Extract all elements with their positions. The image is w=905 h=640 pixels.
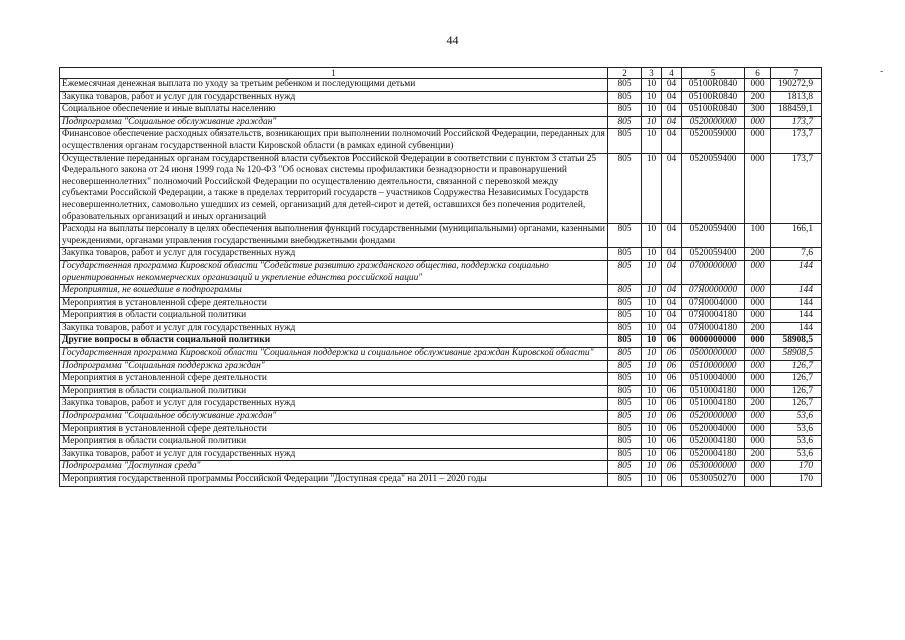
table-row [60,297,822,310]
cell-ved: 805 [608,91,642,104]
cell-cs: 0520059400 [682,224,745,248]
table-row [60,153,822,224]
cell-cs: 0510004000 [682,373,745,386]
cell-ved: 805 [608,79,642,92]
page-number: 44 [446,33,459,47]
cell-cs: 0520004180 [682,448,745,461]
cell-sum: 144 [771,285,822,298]
cell-sum: 144 [771,310,822,323]
cell-name: Мероприятия в установленной сфере деятельности [60,423,608,436]
cell-rz: 10 [642,436,662,449]
cell-sum: 53,6 [771,448,822,461]
cell-cs: 0520004180 [682,436,745,449]
cell-name: Ежемесячная денежная выплата по уходу за третьим ребенком и последующими детьми [60,79,608,92]
cell-pr: 04 [662,224,682,248]
header-cell-ved: 2 [608,68,642,79]
cell-cs: 0520059000 [682,129,745,153]
cell-vr: 000 [745,153,771,224]
cell-sum: 58908,5 [771,335,822,348]
cell-vr: 300 [745,104,771,117]
cell-vr: 000 [745,285,771,298]
cell-name: Закупка товаров, работ и услуг для государственных нужд [60,398,608,411]
cell-ved: 805 [608,260,642,284]
cell-vr: 000 [745,373,771,386]
cell-vr: 000 [745,129,771,153]
table-row [60,448,822,461]
cell-rz: 10 [642,260,662,284]
cell-pr: 04 [662,322,682,335]
cell-rz: 10 [642,322,662,335]
cell-vr: 000 [745,260,771,284]
cell-rz: 10 [642,461,662,474]
cell-rz: 10 [642,79,662,92]
cell-rz: 10 [642,348,662,361]
cell-name: Другие вопросы в области социальной политики [60,335,608,348]
cell-rz: 10 [642,248,662,261]
cell-rz: 10 [642,91,662,104]
cell-ved: 805 [608,285,642,298]
cell-name: Финансовое обеспечение расходных обязательств, возникающих при выполнении полномочий Российской Федерации, переданных для осуществления органам государственной власти Кировской области (в рамках единой субвенции) [60,129,608,153]
cell-pr: 06 [662,360,682,373]
cell-cs: 05100R0840 [682,91,745,104]
cell-vr: 000 [745,335,771,348]
cell-ved: 805 [608,224,642,248]
cell-rz: 10 [642,310,662,323]
cell-name: Закупка товаров, работ и услуг для государственных нужд [60,448,608,461]
cell-rz: 10 [642,153,662,224]
cell-ved: 805 [608,461,642,474]
cell-pr: 04 [662,310,682,323]
cell-vr: 000 [745,310,771,323]
table-row [60,322,822,335]
cell-rz: 10 [642,297,662,310]
cell-cs: 05100R0840 [682,79,745,92]
cell-ved: 805 [608,360,642,373]
cell-vr: 200 [745,248,771,261]
cell-sum: 166,1 [771,224,822,248]
cell-cs: 0520004000 [682,423,745,436]
cell-ved: 805 [608,448,642,461]
cell-vr: 000 [745,297,771,310]
cell-ved: 805 [608,411,642,424]
cell-pr: 06 [662,474,682,487]
cell-name: Расходы на выплаты персоналу в целях обеспечения выполнения функций государственными (муниципальными) органами, казенными учреждениями, органами управления государственными внебюджетными фондами [60,224,608,248]
table-row [60,423,822,436]
cell-ved: 805 [608,153,642,224]
cell-pr: 06 [662,411,682,424]
cell-vr: 000 [745,348,771,361]
table-row [60,411,822,424]
cell-cs: 0520059400 [682,248,745,261]
cell-rz: 10 [642,411,662,424]
cell-cs: 0520000000 [682,116,745,129]
cell-pr: 06 [662,436,682,449]
cell-name: Подпрограмма "Социальное обслуживание граждан" [60,116,608,129]
cell-name: Осуществление переданных органам государственной власти субъектов Российской Федерации в соответствии с пунктом 3 статьи 25 Федерального закона от 24 июня 1999 года № 120-ФЗ "Об основах системы профилактики безнадзорности и правонарушений несовершеннолетних" полномочий Российской Федерации по осуществлению деятельности, связанной с перевозкой между субъектами Российской Федерации, а также в пределах территорий государств – участников Содружества Независимых Государств несовершеннолетних, самовольно ушедших из семей, организаций для детей-сирот и детей, оставшихся без попечения родителей, образовательных организаций и иных организаций [60,153,608,224]
cell-ved: 805 [608,385,642,398]
cell-cs: 0530000000 [682,461,745,474]
cell-vr: 000 [745,360,771,373]
cell-ved: 805 [608,398,642,411]
cell-cs: 0520059400 [682,153,745,224]
cell-pr: 04 [662,104,682,117]
cell-vr: 200 [745,91,771,104]
cell-cs: 0510004180 [682,385,745,398]
cell-name: Закупка товаров, работ и услуг для государственных нужд [60,322,608,335]
cell-pr: 04 [662,79,682,92]
table-row [60,116,822,129]
cell-ved: 805 [608,373,642,386]
cell-pr: 06 [662,348,682,361]
cell-pr: 04 [662,91,682,104]
cell-sum: 188459,1 [771,104,822,117]
cell-sum: 144 [771,297,822,310]
margin-mark: - [880,66,884,77]
cell-sum: 1813,8 [771,91,822,104]
cell-pr: 04 [662,285,682,298]
cell-sum: 144 [771,322,822,335]
cell-sum: 190272,9 [771,79,822,92]
budget-table [59,67,822,487]
cell-rz: 10 [642,285,662,298]
table-row [60,474,822,487]
cell-pr: 06 [662,373,682,386]
cell-cs: 05100R0840 [682,104,745,117]
cell-ved: 805 [608,129,642,153]
table-row [60,310,822,323]
cell-rz: 10 [642,224,662,248]
cell-sum: 173,7 [771,153,822,224]
cell-vr: 000 [745,116,771,129]
cell-rz: 10 [642,116,662,129]
cell-name: Мероприятия в установленной сфере деятельности [60,373,608,386]
table-row [60,348,822,361]
cell-vr: 000 [745,385,771,398]
cell-sum: 173,7 [771,129,822,153]
table-row [60,285,822,298]
cell-ved: 805 [608,104,642,117]
cell-pr: 04 [662,297,682,310]
cell-ved: 805 [608,310,642,323]
table-header-row [60,68,822,79]
table-row [60,224,822,248]
cell-sum: 58908,5 [771,348,822,361]
cell-cs: 0500000000 [682,348,745,361]
cell-vr: 000 [745,79,771,92]
cell-sum: 144 [771,260,822,284]
cell-cs: 0520000000 [682,411,745,424]
cell-vr: 200 [745,322,771,335]
cell-rz: 10 [642,474,662,487]
cell-sum: 126,7 [771,360,822,373]
cell-rz: 10 [642,129,662,153]
table-row [60,104,822,117]
cell-rz: 10 [642,448,662,461]
table-row [60,360,822,373]
table-row [60,91,822,104]
cell-vr: 000 [745,423,771,436]
cell-cs: 0700000000 [682,260,745,284]
cell-sum: 53,6 [771,423,822,436]
cell-name: Государственная программа Кировской области "Содействие развитию гражданского общества, поддержка социально ориентированных некоммерческих организаций и укрепление единства российской нации" [60,260,608,284]
cell-sum: 126,7 [771,385,822,398]
cell-rz: 10 [642,373,662,386]
cell-name: Подпрограмма "Доступная среда" [60,461,608,474]
cell-sum: 126,7 [771,398,822,411]
table-row [60,335,822,348]
cell-ved: 805 [608,335,642,348]
cell-name: Подпрограмма "Социальная поддержка граждан" [60,360,608,373]
cell-name: Закупка товаров, работ и услуг для государственных нужд [60,248,608,261]
cell-pr: 06 [662,335,682,348]
cell-ved: 805 [608,348,642,361]
cell-name: Мероприятия в установленной сфере деятельности [60,297,608,310]
cell-pr: 04 [662,248,682,261]
cell-cs: 07Я0004180 [682,322,745,335]
cell-sum: 126,7 [771,373,822,386]
cell-sum: 53,6 [771,411,822,424]
cell-cs: 0530050270 [682,474,745,487]
cell-sum: 170 [771,474,822,487]
cell-sum: 170 [771,461,822,474]
table-row [60,373,822,386]
header-cell-name: 1 [60,68,608,79]
cell-sum: 53,6 [771,436,822,449]
cell-rz: 10 [642,104,662,117]
cell-name: Мероприятия государственной программы Российской Федерации "Доступная среда" на 2011 – 2020 годы [60,474,608,487]
header-cell-sum: 7 [771,68,822,79]
cell-pr: 06 [662,398,682,411]
cell-name: Подпрограмма "Социальное обслуживание граждан" [60,411,608,424]
cell-rz: 10 [642,398,662,411]
table-row [60,79,822,92]
cell-ved: 805 [608,423,642,436]
cell-pr: 06 [662,461,682,474]
header-cell-rz: 3 [642,68,662,79]
cell-pr: 04 [662,153,682,224]
cell-sum: 173,7 [771,116,822,129]
cell-pr: 06 [662,385,682,398]
cell-pr: 06 [662,423,682,436]
cell-vr: 000 [745,474,771,487]
cell-cs: 0510004180 [682,398,745,411]
cell-vr: 200 [745,448,771,461]
cell-ved: 805 [608,248,642,261]
cell-name: Мероприятия, не вошедшие в подпрограммы [60,285,608,298]
cell-rz: 10 [642,423,662,436]
cell-vr: 000 [745,461,771,474]
cell-name: Мероприятия в области социальной политики [60,385,608,398]
table-row [60,436,822,449]
cell-vr: 000 [745,411,771,424]
cell-ved: 805 [608,322,642,335]
cell-vr: 200 [745,398,771,411]
cell-rz: 10 [642,335,662,348]
header-cell-pr: 4 [662,68,682,79]
cell-cs: 07Я0000000 [682,285,745,298]
cell-cs: 0510000000 [682,360,745,373]
cell-vr: 000 [745,436,771,449]
cell-sum: 7,6 [771,248,822,261]
cell-cs: 07Я0004180 [682,310,745,323]
cell-pr: 04 [662,129,682,153]
table-row [60,129,822,153]
table-row [60,398,822,411]
cell-name: Закупка товаров, работ и услуг для государственных нужд [60,91,608,104]
cell-name: Государственная программа Кировской области "Социальная поддержка и социальное обслуживание граждан Кировской области" [60,348,608,361]
cell-pr: 06 [662,448,682,461]
cell-ved: 805 [608,297,642,310]
header-cell-vr: 6 [745,68,771,79]
cell-ved: 805 [608,474,642,487]
table-row [60,461,822,474]
cell-ved: 805 [608,116,642,129]
cell-name: Мероприятия в области социальной политики [60,436,608,449]
cell-cs: 07Я0004000 [682,297,745,310]
cell-name: Мероприятия в области социальной политики [60,310,608,323]
cell-vr: 100 [745,224,771,248]
table-row [60,248,822,261]
cell-rz: 10 [642,360,662,373]
cell-cs: 0000000000 [682,335,745,348]
cell-rz: 10 [642,385,662,398]
header-cell-cs: 5 [682,68,745,79]
cell-pr: 04 [662,116,682,129]
cell-ved: 805 [608,436,642,449]
cell-name: Социальное обеспечение и иные выплаты населению [60,104,608,117]
table-row [60,260,822,284]
cell-pr: 04 [662,260,682,284]
table-row [60,385,822,398]
